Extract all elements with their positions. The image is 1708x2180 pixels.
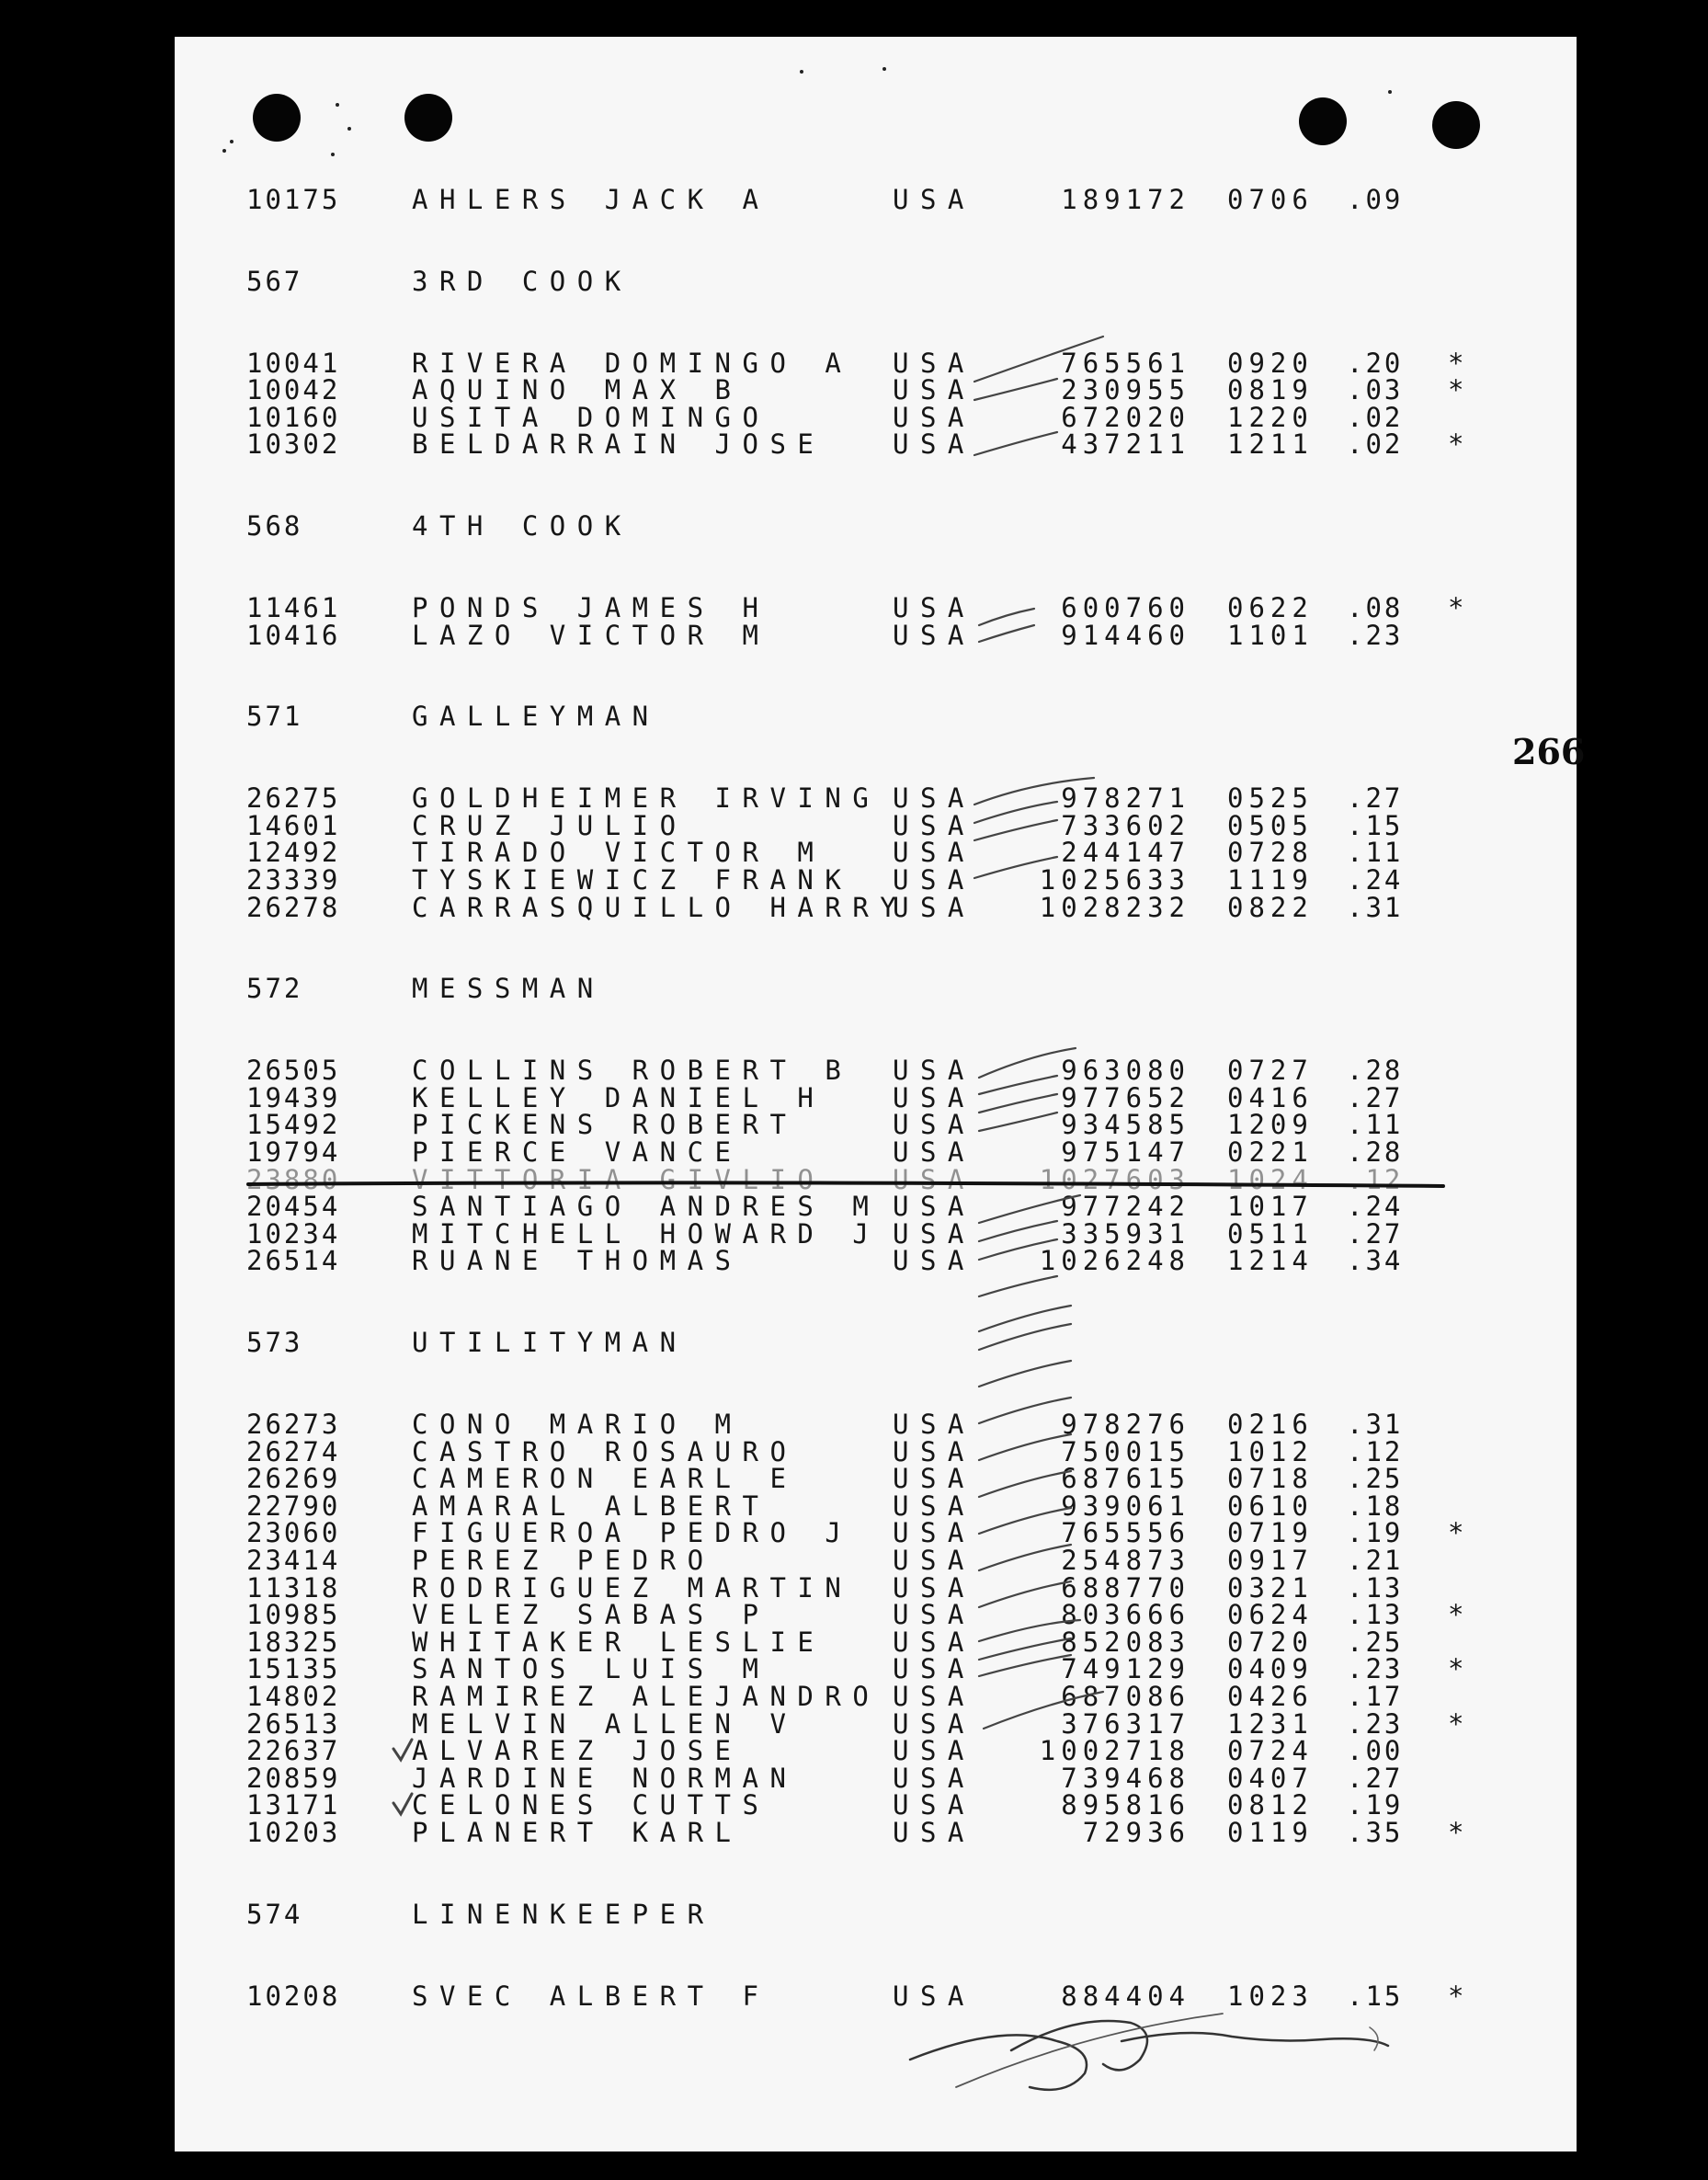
crew-date: 0407 [1227, 1762, 1314, 1794]
crew-name: CAMERON EARL E [412, 1463, 798, 1495]
document-page [175, 37, 1586, 2151]
crew-name: USITA DOMINGO [412, 401, 770, 433]
crew-number: 1026248 [1039, 1245, 1190, 1277]
crew-nationality: USA [893, 782, 975, 815]
crew-nationality: USA [893, 1817, 975, 1848]
signature [910, 2021, 1388, 2090]
crew-nationality: USA [893, 1163, 975, 1195]
crew-date: 0216 [1227, 1409, 1314, 1440]
check-stroke [979, 1195, 1080, 1223]
check-stroke [979, 1276, 1057, 1296]
crew-number: 600760 [1061, 592, 1190, 623]
crew-id: 26514 [246, 1245, 341, 1277]
section-title: UTILITYMAN [412, 1327, 688, 1359]
crew-rate: .34 [1347, 1245, 1404, 1277]
crew-number: 963080 [1061, 1055, 1190, 1087]
crew-name: CONO MARIO M [412, 1409, 743, 1440]
crew-id: 10234 [246, 1217, 341, 1250]
crew-mark: * [1448, 1980, 1464, 2012]
crew-rate: .20 [1347, 347, 1404, 379]
crew-rate: .15 [1347, 1980, 1404, 2012]
crew-number: 975147 [1061, 1136, 1190, 1168]
crew-id: 19794 [246, 1136, 341, 1168]
crew-id: 10041 [246, 347, 341, 379]
crew-name: PONDS JAMES H [412, 592, 770, 623]
crew-date: 0822 [1227, 891, 1314, 923]
crew-date: 0321 [1227, 1571, 1314, 1604]
crew-date: 0724 [1227, 1735, 1314, 1767]
crew-name: AHLERS JACK A [412, 184, 770, 215]
crew-rate: .19 [1347, 1789, 1404, 1821]
crew-nationality: USA [893, 1980, 975, 2012]
crew-nationality: USA [893, 1217, 975, 1250]
crew-name: FIGUEROA PEDRO J [412, 1517, 853, 1549]
crew-nationality: USA [893, 1681, 975, 1712]
crew-nationality: USA [893, 837, 975, 869]
crew-id: 23060 [246, 1517, 341, 1549]
crew-number: 1028232 [1039, 891, 1190, 923]
crew-id: 26513 [246, 1707, 341, 1740]
crew-id: 10302 [246, 428, 341, 461]
crew-name: LAZO VICTOR M [412, 619, 770, 651]
crew-id: 22790 [246, 1489, 341, 1522]
crew-date: 0624 [1227, 1599, 1314, 1631]
crew-date: 0505 [1227, 809, 1314, 841]
crew-nationality: USA [893, 592, 975, 623]
crew-id: 10416 [246, 619, 341, 651]
crew-id: 12492 [246, 837, 341, 869]
check-stroke [979, 1398, 1071, 1423]
crew-name: RAMIREZ ALEJANDRO [412, 1681, 881, 1712]
crew-date: 1024 [1227, 1163, 1314, 1195]
crew-rate: .27 [1347, 782, 1404, 815]
check-stroke [974, 802, 1057, 823]
crew-rate: .12 [1347, 1163, 1404, 1195]
crew-rate: .11 [1347, 1109, 1404, 1141]
crew-nationality: USA [893, 428, 975, 461]
crew-number: 688770 [1061, 1571, 1190, 1604]
crew-rate: .27 [1347, 1217, 1404, 1250]
crew-rate: .28 [1347, 1055, 1404, 1087]
check-stroke [979, 1434, 1071, 1460]
crew-nationality: USA [893, 1599, 975, 1631]
crew-number: 1002718 [1039, 1735, 1190, 1767]
crew-rate: .19 [1347, 1517, 1404, 1549]
crew-rate: .24 [1347, 1191, 1404, 1223]
strikethrough-line [248, 1182, 1443, 1186]
crew-nationality: USA [893, 401, 975, 433]
crew-rate: .11 [1347, 837, 1404, 869]
crew-mark: * [1448, 1517, 1464, 1549]
check-mark [393, 1794, 412, 1814]
crew-rate: .24 [1347, 864, 1404, 896]
crew-date: 1211 [1227, 428, 1314, 461]
section-title: GALLEYMAN [412, 701, 660, 733]
crew-name: PICKENS ROBERT [412, 1109, 798, 1141]
crew-nationality: USA [893, 1055, 975, 1087]
check-stroke [974, 337, 1103, 382]
crew-name: AMARAL ALBERT [412, 1489, 770, 1522]
crew-number: 739468 [1061, 1762, 1190, 1794]
check-stroke [979, 1094, 1057, 1113]
check-stroke [979, 1048, 1076, 1078]
crew-name: RUANE THOMAS [412, 1245, 743, 1277]
crew-date: 0719 [1227, 1517, 1314, 1549]
crew-date: 1119 [1227, 864, 1314, 896]
crew-name: SANTIAGO ANDRES M [412, 1191, 881, 1223]
crew-number: 939061 [1061, 1489, 1190, 1522]
crew-date: 0819 [1227, 374, 1314, 406]
check-stroke [979, 1508, 1071, 1534]
check-stroke [979, 1638, 1071, 1660]
section-code: 574 [246, 1898, 303, 1930]
crew-name: PIERCE VANCE [412, 1136, 743, 1168]
check-stroke [979, 1324, 1071, 1350]
check-stroke [974, 820, 1057, 840]
crew-number: 895816 [1061, 1789, 1190, 1821]
crew-date: 0511 [1227, 1217, 1314, 1250]
crew-name: TYSKIEWICZ FRANK [412, 864, 853, 896]
crew-number: 687615 [1061, 1463, 1190, 1495]
crew-rate: .09 [1347, 184, 1404, 215]
check-stroke [984, 1692, 1103, 1729]
crew-rate: .35 [1347, 1817, 1404, 1848]
crew-id: 19439 [246, 1081, 341, 1113]
crew-name: AQUINO MAX B [412, 374, 743, 406]
crew-name: JARDINE NORMAN [412, 1762, 798, 1794]
crew-id: 10203 [246, 1817, 341, 1848]
crew-name: CASTRO ROSAURO [412, 1435, 798, 1467]
crew-nationality: USA [893, 1571, 975, 1604]
crew-id: 20454 [246, 1191, 341, 1223]
crew-number: 934585 [1061, 1109, 1190, 1141]
crew-rate: .23 [1347, 1653, 1404, 1685]
crew-number: 765561 [1061, 347, 1190, 379]
crew-id: 15135 [246, 1653, 341, 1685]
section-code: 567 [246, 265, 303, 297]
crew-date: 0727 [1227, 1055, 1314, 1087]
crew-nationality: USA [893, 1789, 975, 1821]
crew-id: 14601 [246, 809, 341, 841]
crew-name: SANTOS LUIS M [412, 1653, 770, 1685]
check-stroke [974, 857, 1057, 878]
crew-nationality: USA [893, 809, 975, 841]
crew-rate: .31 [1347, 1409, 1404, 1440]
crew-name: GOLDHEIMER IRVING [412, 782, 881, 815]
crew-date: 1214 [1227, 1245, 1314, 1277]
crew-name: ALVAREZ JOSE [412, 1735, 743, 1767]
crew-number: 376317 [1061, 1707, 1190, 1740]
crew-id: 26275 [246, 782, 341, 815]
crew-nationality: USA [893, 1409, 975, 1440]
crew-name: SVEC ALBERT F [412, 1980, 770, 2012]
crew-rate: .00 [1347, 1735, 1404, 1767]
crew-name: BELDARRAIN JOSE [412, 428, 826, 461]
signature-stroke [956, 2014, 1223, 2087]
check-stroke [979, 1239, 1057, 1260]
crew-mark: * [1448, 1817, 1464, 1848]
crew-nationality: USA [893, 1626, 975, 1658]
crew-nationality: USA [893, 1545, 975, 1576]
crew-name: VITTORIA GIVLIO [412, 1163, 826, 1195]
crew-date: 1101 [1227, 619, 1314, 651]
check-stroke [974, 778, 1094, 805]
crew-rate: .25 [1347, 1463, 1404, 1495]
crew-mark: * [1448, 592, 1464, 623]
crew-number: 244147 [1061, 837, 1190, 869]
crew-date: 0622 [1227, 592, 1314, 623]
crew-name: PEREZ PEDRO [412, 1545, 715, 1576]
crew-mark: * [1448, 347, 1464, 379]
section-title: LINENKEEPER [412, 1898, 715, 1930]
crew-number: 978276 [1061, 1409, 1190, 1440]
crew-number: 437211 [1061, 428, 1190, 461]
section-code: 571 [246, 701, 303, 733]
crew-date: 1012 [1227, 1435, 1314, 1467]
crew-date: 0917 [1227, 1545, 1314, 1576]
crew-name: CARRASQUILLO HARRY [412, 891, 908, 923]
crew-date: 1220 [1227, 401, 1314, 433]
crew-number: 978271 [1061, 782, 1190, 815]
crew-name: RIVERA DOMINGO A [412, 347, 853, 379]
crew-date: 0812 [1227, 1789, 1314, 1821]
check-stroke [979, 1361, 1071, 1387]
crew-id: 26278 [246, 891, 341, 923]
crew-nationality: USA [893, 1517, 975, 1549]
crew-id: 26269 [246, 1463, 341, 1495]
crew-nationality: USA [893, 374, 975, 406]
crew-mark: * [1448, 1707, 1464, 1740]
crew-number: 765556 [1061, 1517, 1190, 1549]
crew-nationality: USA [893, 619, 975, 651]
crew-name: TIRADO VICTOR M [412, 837, 826, 869]
crew-number: 72936 [1082, 1817, 1190, 1848]
section-title: 4TH COOK [412, 510, 632, 542]
crew-nationality: USA [893, 1136, 975, 1168]
crew-id: 26505 [246, 1055, 341, 1087]
crew-date: 0610 [1227, 1489, 1314, 1522]
crew-number: 189172 [1061, 184, 1190, 215]
crew-rate: .25 [1347, 1626, 1404, 1658]
crew-nationality: USA [893, 1735, 975, 1767]
crew-nationality: USA [893, 347, 975, 379]
crew-rate: .02 [1347, 401, 1404, 433]
crew-rate: .28 [1347, 1136, 1404, 1168]
check-stroke [979, 1581, 1071, 1607]
crew-number: 733602 [1061, 809, 1190, 841]
crew-rate: .02 [1347, 428, 1404, 461]
crew-rate: .13 [1347, 1599, 1404, 1631]
crew-number: 672020 [1061, 401, 1190, 433]
crew-rate: .23 [1347, 619, 1404, 651]
crew-rate: .08 [1347, 592, 1404, 623]
crew-rate: .27 [1347, 1762, 1404, 1794]
crew-rate: .03 [1347, 374, 1404, 406]
crew-mark: * [1448, 374, 1464, 406]
check-stroke [979, 1076, 1057, 1094]
crew-number: 977242 [1061, 1191, 1190, 1223]
section-code: 572 [246, 973, 303, 1005]
crew-number: 230955 [1061, 374, 1190, 406]
crew-rate: .17 [1347, 1681, 1404, 1712]
crew-date: 0416 [1227, 1081, 1314, 1113]
signature-stroke [1370, 2027, 1378, 2050]
crew-id: 10175 [246, 184, 341, 215]
crew-date: 0706 [1227, 184, 1314, 215]
crew-number: 914460 [1061, 619, 1190, 651]
crew-date: 1017 [1227, 1191, 1314, 1223]
crew-date: 1231 [1227, 1707, 1314, 1740]
crew-id: 23339 [246, 864, 341, 896]
crew-name: MITCHELL HOWARD J [412, 1217, 881, 1250]
crew-rate: .15 [1347, 809, 1404, 841]
crew-id: 11461 [246, 592, 341, 623]
crew-rate: .18 [1347, 1489, 1404, 1522]
crew-id: 23414 [246, 1545, 341, 1576]
crew-number: 1027603 [1039, 1163, 1190, 1195]
check-stroke [979, 609, 1034, 625]
crew-id: 26273 [246, 1409, 341, 1440]
crew-date: 0920 [1227, 347, 1314, 379]
crew-id: 10042 [246, 374, 341, 406]
crew-rate: .27 [1347, 1081, 1404, 1113]
crew-name: VELEZ SABAS P [412, 1599, 770, 1631]
crew-date: 0409 [1227, 1653, 1314, 1685]
crew-nationality: USA [893, 864, 975, 896]
crew-id: 10985 [246, 1599, 341, 1631]
section-code: 568 [246, 510, 303, 542]
check-stroke [979, 1113, 1057, 1131]
crew-number: 254873 [1061, 1545, 1190, 1576]
crew-name: KELLEY DANIEL H [412, 1081, 826, 1113]
crew-nationality: USA [893, 1081, 975, 1113]
section-code: 573 [246, 1327, 303, 1359]
check-stroke [974, 432, 1057, 455]
crew-nationality: USA [893, 1762, 975, 1794]
check-stroke [979, 1620, 1080, 1641]
crew-nationality: USA [893, 1245, 975, 1277]
crew-mark: * [1448, 1599, 1464, 1631]
page-number: 266 [1512, 731, 1586, 772]
crew-date: 1209 [1227, 1109, 1314, 1141]
crew-id: 26274 [246, 1435, 341, 1467]
check-stroke [979, 1221, 1057, 1241]
check-mark [393, 1740, 412, 1760]
crew-nationality: USA [893, 1109, 975, 1141]
crew-number: 687086 [1061, 1681, 1190, 1712]
crew-date: 0426 [1227, 1681, 1314, 1712]
crew-number: 803666 [1061, 1599, 1190, 1631]
crew-nationality: USA [893, 891, 975, 923]
crew-date: 0720 [1227, 1626, 1314, 1658]
crew-number: 749129 [1061, 1653, 1190, 1685]
crew-name: CRUZ JULIO [412, 809, 688, 841]
crew-nationality: USA [893, 184, 975, 215]
crew-name: PLANERT KARL [412, 1817, 743, 1848]
crew-rate: .23 [1347, 1707, 1404, 1740]
crew-name: CELONES CUTTS [412, 1789, 770, 1821]
check-stroke [979, 1471, 1071, 1497]
crew-nationality: USA [893, 1435, 975, 1467]
crew-id: 23880 [246, 1163, 341, 1195]
crew-rate: .12 [1347, 1435, 1404, 1467]
section-title: MESSMAN [412, 973, 605, 1005]
section-title: 3RD COOK [412, 265, 632, 297]
crew-nationality: USA [893, 1489, 975, 1522]
crew-id: 10208 [246, 1980, 341, 2012]
crew-nationality: USA [893, 1653, 975, 1685]
crew-number: 977652 [1061, 1081, 1190, 1113]
crew-name: COLLINS ROBERT B [412, 1055, 853, 1087]
crew-nationality: USA [893, 1463, 975, 1495]
crew-number: 852083 [1061, 1626, 1190, 1658]
crew-date: 0728 [1227, 837, 1314, 869]
crew-id: 20859 [246, 1762, 341, 1794]
crew-date: 0221 [1227, 1136, 1314, 1168]
crew-id: 15492 [246, 1109, 341, 1141]
crew-rate: .13 [1347, 1571, 1404, 1604]
crew-rate: .31 [1347, 891, 1404, 923]
crew-id: 13171 [246, 1789, 341, 1821]
crew-mark: * [1448, 428, 1464, 461]
crew-mark: * [1448, 1653, 1464, 1685]
crew-date: 1023 [1227, 1980, 1314, 2012]
crew-id: 14802 [246, 1681, 341, 1712]
crew-number: 884404 [1061, 1980, 1190, 2012]
crew-name: RODRIGUEZ MARTIN [412, 1571, 853, 1604]
crew-date: 0525 [1227, 782, 1314, 815]
check-stroke [974, 379, 1057, 400]
crew-id: 10160 [246, 401, 341, 433]
crew-name: WHITAKER LESLIE [412, 1626, 826, 1658]
crew-id: 18325 [246, 1626, 341, 1658]
check-stroke [979, 1545, 1071, 1570]
handwritten-markings [175, 37, 1577, 2151]
crew-name: MELVIN ALLEN V [412, 1707, 798, 1740]
crew-number: 1025633 [1039, 864, 1190, 896]
crew-nationality: USA [893, 1707, 975, 1740]
crew-nationality: USA [893, 1191, 975, 1223]
crew-date: 0718 [1227, 1463, 1314, 1495]
crew-number: 750015 [1061, 1435, 1190, 1467]
check-stroke [979, 625, 1034, 642]
crew-id: 22637 [246, 1735, 341, 1767]
crew-number: 335931 [1061, 1217, 1190, 1250]
crew-date: 0119 [1227, 1817, 1314, 1848]
crew-rate: .21 [1347, 1545, 1404, 1576]
crew-id: 11318 [246, 1571, 341, 1604]
check-stroke [979, 1655, 1071, 1676]
